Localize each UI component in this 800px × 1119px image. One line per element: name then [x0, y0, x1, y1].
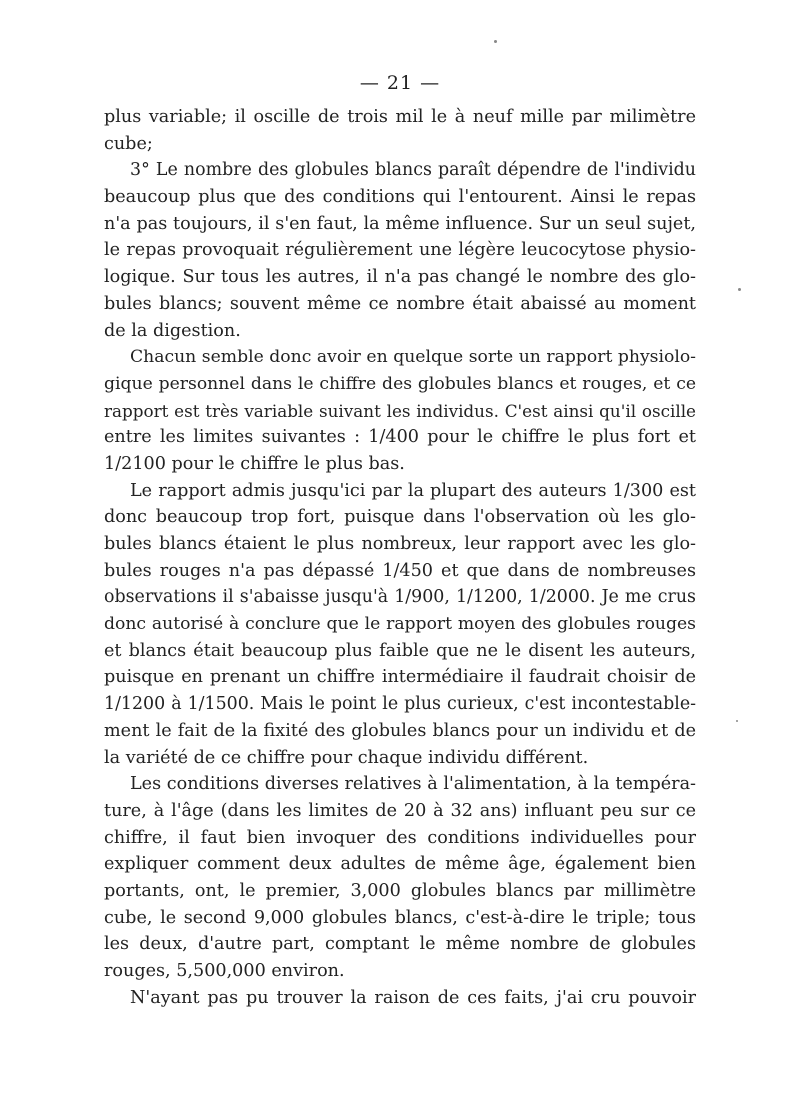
text-line: cube, le second 9,000 globules blancs, c'est-à-dire le triple; tous [104, 907, 696, 928]
text-line: donc beaucoup trop fort, puisque dans l'observation où les glo- [104, 507, 696, 528]
text-line: la variété de ce chiffre pour chaque individu différent. [104, 747, 589, 768]
text-line: observations il s'abaisse jusqu'à 1/900, 1/1200, 1/2000. Je me crus [104, 587, 696, 608]
text-line: Le rapport admis jusqu'ici par la plupart des auteurs 1/300 est [130, 480, 696, 501]
scan-speck [494, 40, 497, 43]
scan-speck [738, 288, 741, 291]
text-line: 3° Le nombre des globules blancs paraît dépendre de l'individu [130, 160, 696, 181]
text-line: cube; [104, 133, 153, 154]
text-line: n'a pas toujours, il s'en faut, la même influence. Sur un seul sujet, [104, 213, 696, 234]
text-line: bules rouges n'a pas dépassé 1/450 et que dans de nombreuses [104, 560, 696, 581]
text-line: rouges, 5,500,000 environ. [104, 961, 345, 981]
scan-speck [736, 720, 738, 722]
text-line: donc autorisé à conclure que le rapport moyen des globules rouges [104, 614, 696, 635]
text-line: ture, à l'âge (dans les limites de 20 à 32 ans) influant peu sur ce [104, 800, 696, 821]
text-line: de la digestion. [104, 320, 241, 341]
text-line: chiffre, il faut bien invoquer des conditions individuelles pour [104, 827, 696, 848]
text-line: entre les limites suivantes : 1/400 pour le chiffre le plus fort et [104, 427, 696, 448]
text-line: bules blancs étaient le plus nombreux, leur rapport avec les glo- [104, 534, 696, 554]
text-line: et blancs était beaucoup plus faible que ne le disent les auteurs, [104, 640, 696, 661]
body-text [104, 104, 696, 1011]
text-line: 1/1200 à 1/1500. Mais le point le plus curieux, c'est incontestable- [104, 694, 696, 715]
text-line: les deux, d'autre part, comptant le même nombre de globules [104, 934, 696, 955]
text-line: rapport est très variable suivant les individus. C'est ainsi qu'il oscille [104, 400, 696, 421]
text-line: Chacun semble donc avoir en quelque sorte un rapport physiolo- [130, 347, 696, 368]
text-line: gique personnel dans le chiffre des globules blancs et rouges, et ce [104, 373, 696, 394]
text-line: plus variable; il oscille de trois mil le à neuf mille par milimètre [104, 107, 696, 127]
text-line: Les conditions diverses relatives à l'alimentation, à la tempéra- [130, 774, 696, 795]
text-line: bules blancs; souvent même ce nombre était abaissé au moment [104, 293, 696, 314]
text-line: ment le fait de la fixité des globules blancs pour un individu et de [104, 720, 696, 741]
text-line: 1/2100 pour le chiffre le plus bas. [104, 453, 405, 474]
text-line: expliquer comment deux adultes de même âge, également bien [104, 854, 696, 875]
text-line: beaucoup plus que des conditions qui l'entourent. Ainsi le repas [104, 187, 696, 208]
text-line: N'ayant pas pu trouver la raison de ces faits, j'ai cru pouvoir [130, 987, 696, 1008]
text-line: logique. Sur tous les autres, il n'a pas changé le nombre des glo- [104, 267, 696, 288]
page-number: — 21 — [359, 72, 441, 94]
text-line: portants, ont, le premier, 3,000 globules blancs par millimètre [104, 880, 696, 901]
text-line: puisque en prenant un chiffre intermédiaire il faudrait choisir de [104, 667, 696, 688]
text-line: le repas provoquait régulièrement une légère leucocytose physio- [104, 240, 696, 261]
